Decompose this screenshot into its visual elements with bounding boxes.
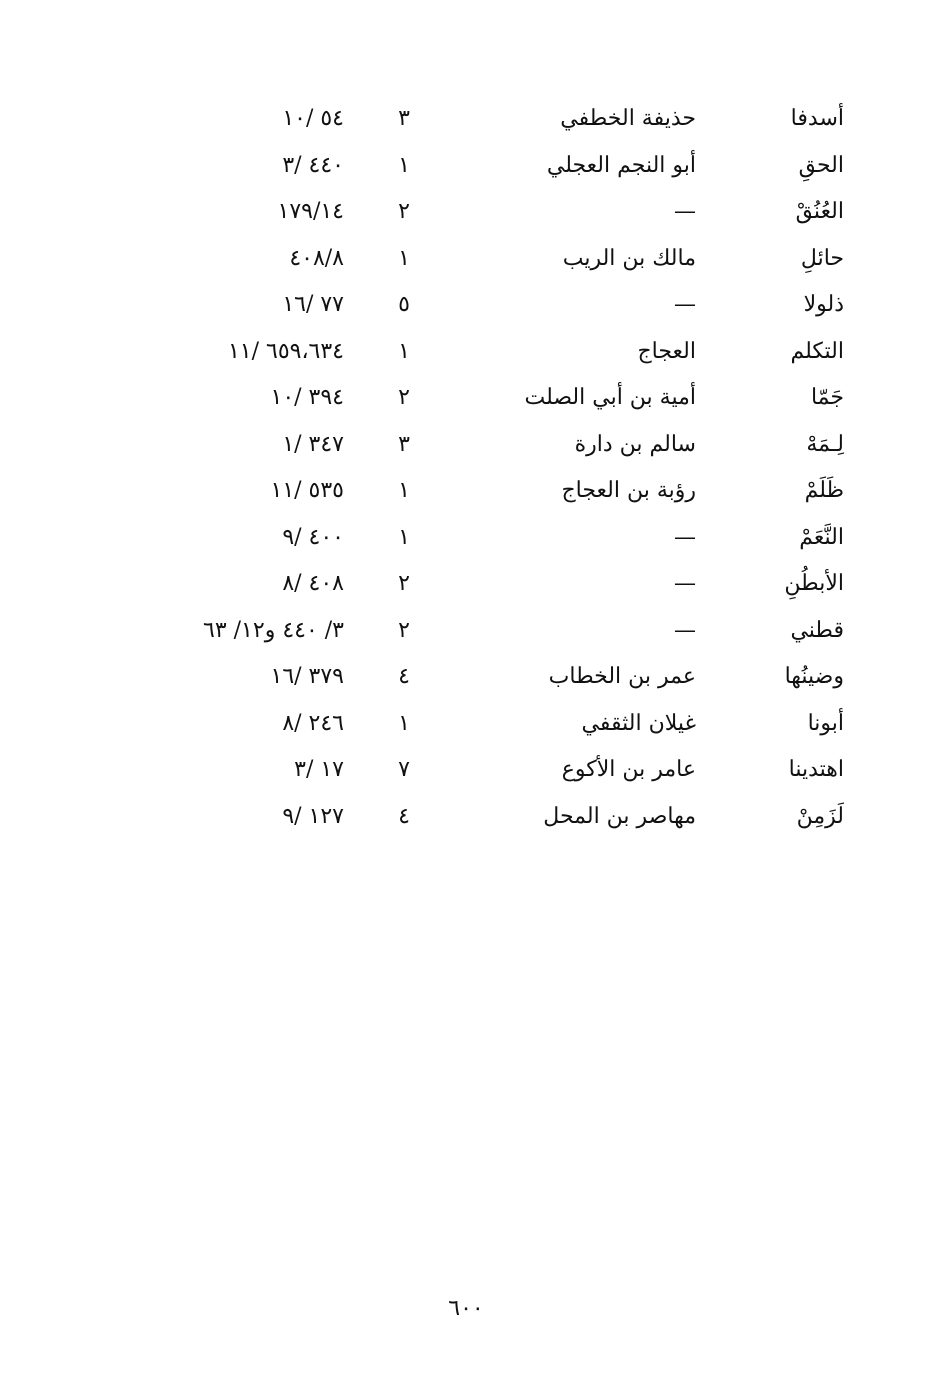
table-row bbox=[84, 701, 844, 748]
volume-page-reference: ٦٥٩،٦٣٤ /١١ bbox=[227, 338, 344, 364]
rhyme-word: قطني bbox=[790, 617, 844, 643]
volume-page-reference: ٥٤ /١٠ bbox=[282, 106, 344, 131]
volume-page-reference: ٤٠٨/٨ bbox=[289, 245, 344, 271]
rhyme-word: الأبطُنِ bbox=[784, 571, 844, 596]
table-row bbox=[84, 422, 844, 469]
rhyme-word: ذلولا bbox=[803, 292, 844, 317]
volume-page-reference: ٥٣٥ /١١ bbox=[270, 478, 344, 503]
verse-count: ٢ bbox=[398, 617, 410, 643]
table-row bbox=[84, 282, 844, 329]
verse-count: ١ bbox=[398, 524, 410, 550]
verse-count: ٥ bbox=[398, 292, 410, 317]
verse-count: ١ bbox=[398, 338, 410, 364]
verse-count: ٧ bbox=[398, 757, 410, 782]
verse-count: ١ bbox=[398, 710, 410, 736]
table-row bbox=[84, 561, 844, 608]
poet-name: عامر بن الأكوع bbox=[561, 757, 696, 782]
table-row bbox=[84, 96, 844, 143]
volume-page-reference: ٣٧٩ /١٦ bbox=[270, 664, 344, 689]
table-row bbox=[84, 608, 844, 655]
volume-page-reference: ٧٧ /١٦ bbox=[282, 292, 344, 317]
table-row bbox=[84, 515, 844, 562]
volume-page-reference: ٣/ ٤٤٠ و١٢/ ٦٣ bbox=[203, 617, 344, 643]
volume-page-reference: ١٧٩/١٤ bbox=[277, 199, 344, 224]
poet-name: مهاصر بن المحل bbox=[543, 803, 696, 829]
rhyme-word: أبونا bbox=[807, 710, 844, 736]
verse-count: ٣ bbox=[398, 106, 410, 131]
rhyme-word: النَّعَمْ bbox=[799, 524, 844, 550]
rhyme-word: حائلِ bbox=[800, 245, 844, 271]
verse-count: ٢ bbox=[398, 385, 410, 410]
rhyme-word: اهتدينا bbox=[788, 757, 844, 782]
rhyme-word: ظَلَمْ bbox=[804, 478, 844, 503]
rhyme-word: وضينُها bbox=[784, 664, 844, 689]
volume-page-reference: ١٢٧ /٩ bbox=[282, 803, 344, 829]
verse-count: ١ bbox=[398, 478, 410, 503]
poet-name: رؤبة بن العجاج bbox=[561, 478, 696, 503]
table-row bbox=[84, 747, 844, 794]
verse-count: ٤ bbox=[398, 664, 410, 689]
table-row bbox=[84, 794, 844, 841]
poet-name: أبو النجم العجلي bbox=[546, 152, 696, 178]
poet-name: أمية بن أبي الصلت bbox=[524, 385, 696, 410]
rhyme-word: جَمّا bbox=[810, 385, 844, 410]
verse-count: ٤ bbox=[398, 803, 410, 829]
poet-name: غيلان الثقفي bbox=[581, 710, 696, 736]
table-row bbox=[84, 468, 844, 515]
table-row bbox=[84, 143, 844, 190]
poet-name: — bbox=[674, 617, 696, 643]
verse-count: ١ bbox=[398, 152, 410, 178]
verse-count: ٢ bbox=[398, 199, 410, 224]
rhyme-word: لَزَمِنْ bbox=[796, 803, 844, 829]
volume-page-reference: ١٧ /٣ bbox=[294, 757, 344, 782]
verse-count: ٢ bbox=[398, 571, 410, 596]
poet-name: — bbox=[674, 199, 696, 224]
volume-page-reference: ٢٤٦ /٨ bbox=[282, 710, 344, 736]
volume-page-reference: ٤٤٠ /٣ bbox=[282, 152, 344, 178]
poet-name: مالك بن الريب bbox=[562, 245, 696, 271]
verse-count: ١ bbox=[398, 245, 410, 271]
poet-name: سالم بن دارة bbox=[574, 431, 696, 457]
rhyme-word: لِـمَهْ bbox=[806, 431, 844, 457]
rhyme-word: الحقِ bbox=[798, 152, 844, 178]
poet-name: — bbox=[674, 571, 696, 596]
volume-page-reference: ٤٠٠ /٩ bbox=[282, 524, 344, 550]
volume-page-reference: ٤٠٨ /٨ bbox=[282, 571, 344, 596]
table-row bbox=[84, 375, 844, 422]
rhyme-word: التكلم bbox=[790, 338, 844, 364]
volume-page-reference: ٣٩٤ /١٠ bbox=[270, 385, 344, 410]
poet-name: — bbox=[674, 524, 696, 550]
table-row bbox=[84, 654, 844, 701]
table-row bbox=[84, 329, 844, 376]
poet-name: — bbox=[674, 292, 696, 317]
poet-name: عمر بن الخطاب bbox=[548, 664, 696, 689]
volume-page-reference: ٣٤٧ /١ bbox=[282, 431, 344, 457]
table-row bbox=[84, 236, 844, 283]
verse-count: ٣ bbox=[398, 431, 410, 457]
table-row bbox=[84, 189, 844, 236]
rhyme-index-table bbox=[84, 96, 844, 840]
rhyme-word: العُنُقْ bbox=[795, 199, 844, 224]
rhyme-word: أسدفا bbox=[790, 106, 844, 131]
poet-name: حذيفة الخطفي bbox=[560, 106, 696, 131]
poet-name: العجاج bbox=[637, 338, 696, 364]
page-number: ٦٠٠ bbox=[448, 1296, 484, 1321]
